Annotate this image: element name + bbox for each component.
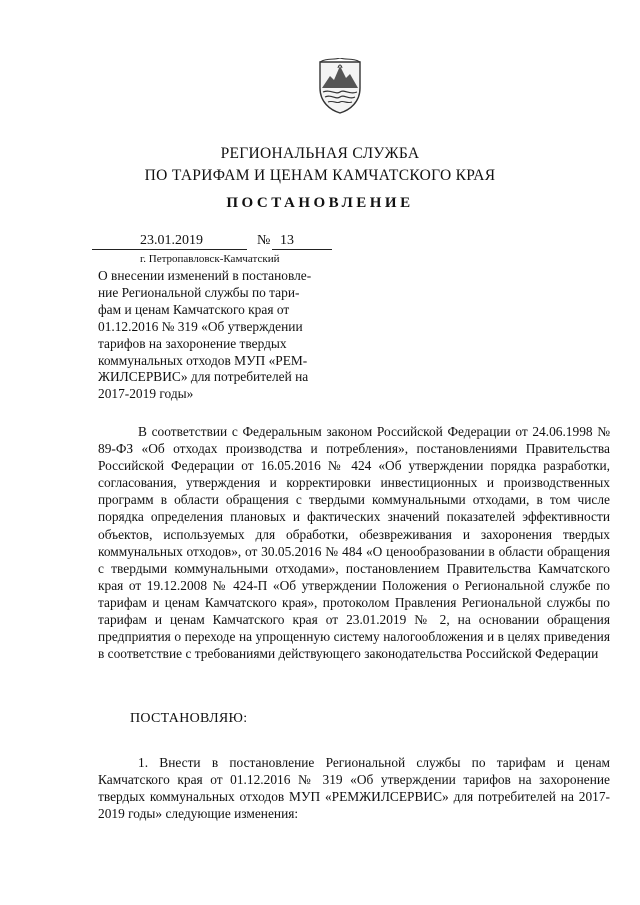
subject-line: О внесении изменений в постановле- [98, 268, 312, 283]
subject-line: ние Региональной службы по тари- [98, 284, 300, 300]
resolve-heading: ПОСТАНОВЛЯЮ: [130, 711, 248, 726]
kamchatka-coat-of-arms-icon [316, 58, 364, 114]
subject-line: коммунальных отходов МУП «РЕМ- [98, 352, 308, 368]
subject-line: ЖИЛСЕРВИС» для потребителей на [98, 369, 309, 385]
preamble-paragraph: В соответствии с Федеральным законом Российской Федерации от 24.06.1998 № 89-ФЗ «Об отходах производства и потребления», постановлениями Правительства Российской Федерации от 16.05.2016 № 424 «Об утверждении порядка разработки, согласования, утверждения и корректировки инвестиционных и производственных программ в области обращения с твердыми коммунальными отходами, в том числе порядка определения плановых и фактических значений показателей эффективности объектов, используемых для обработки, обезвреживания и захоронения твердых коммунальных отходов», от 30.05.2016 № 484 «О ценообразовании в области обращения с твердыми коммунальными отходами», постановлением Правительства Камчатского края от 19.12.2008 № 424-П «Об утверждении Положения о Региональной службе по тарифам и ценам Камчатского края», протоколом Правления Региональной службы по тарифам и ценам Камчатского края от 23.01.2019 № 2, на основании обращения предприятия о переходе на упрощенную систему налогообложения и в целях приведения в соответствие с требованиями действующего законодательства Российской Федерации [98, 424, 610, 662]
subject-block [98, 268, 362, 403]
document-type-title: ПОСТАНОВЛЕНИЕ [226, 195, 414, 211]
subject-line: 01.12.2016 № 319 «Об утверждении [98, 318, 303, 334]
date-number-line [92, 233, 332, 251]
agency-name-line-1: РЕГИОНАЛЬНАЯ СЛУЖБА [220, 145, 420, 162]
number-sign: № [257, 233, 271, 248]
document-date: 23.01.2019 [140, 233, 203, 248]
subject-line: тарифов на захоронение твердых [98, 335, 287, 351]
date-underline [92, 249, 247, 250]
subject-line: фам и ценам Камчатского края от [98, 301, 290, 317]
agency-name-line-2: ПО ТАРИФАМ И ЦЕНАМ КАМЧАТСКОГО КРАЯ [144, 167, 496, 184]
subject-line: 2017-2019 годы» [98, 386, 194, 402]
issue-city: г. Петропавловск-Камчатский [140, 253, 280, 265]
number-underline [272, 249, 332, 250]
document-number: 13 [280, 233, 294, 248]
point-1-paragraph: 1. Внести в постановление Региональной службы по тарифам и ценам Камчатского края от 01.12.2016 № 319 «Об утверждении тарифов на захоронение твердых коммунальных отходов МУП «РЕМЖИЛСЕРВИС» для потребителей на 2017-2019 годы» следующие изменения: [98, 755, 610, 822]
